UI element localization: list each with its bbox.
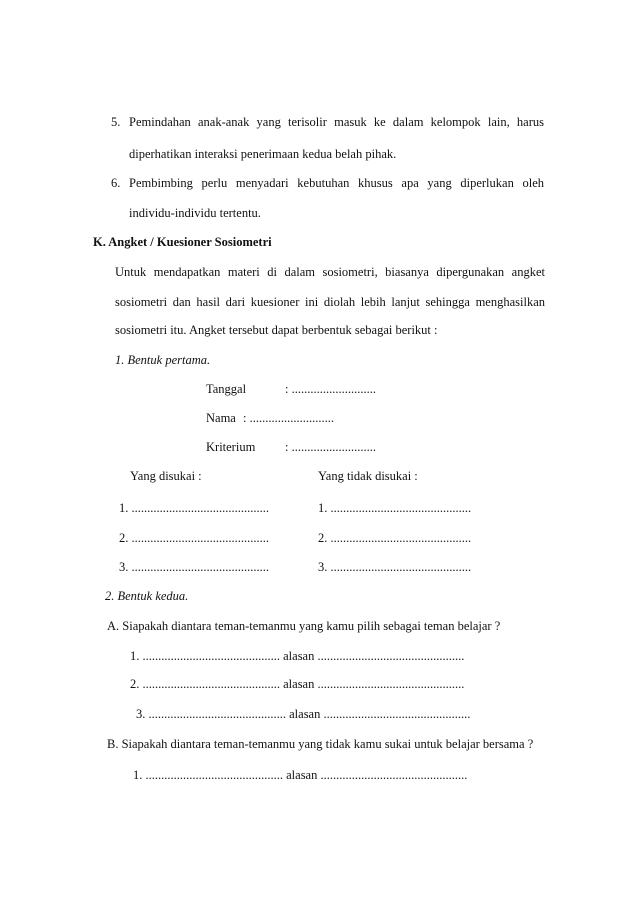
blank-line: 1. ............................................ alasan ............................................... bbox=[130, 649, 465, 663]
blank-line: 1. ............................................. bbox=[318, 501, 472, 515]
blank-line: 1. ............................................ alasan ............................................... bbox=[133, 768, 468, 782]
list-number: 6. bbox=[111, 176, 121, 190]
list-item-text: diperhatikan interaksi penerimaan kedua belah pihak. bbox=[129, 147, 397, 161]
blank-line: 3. ............................................. bbox=[318, 560, 472, 574]
paragraph-line: sosiometri itu. Angket tersebut dapat berbentuk sebagai berikut : bbox=[115, 323, 438, 337]
list-item-text: individu-individu tertentu. bbox=[129, 206, 261, 220]
column-heading: Yang tidak disukai : bbox=[318, 469, 418, 483]
form-title: 1. Bentuk pertama. bbox=[115, 353, 211, 367]
field-blank: : ........................... bbox=[285, 440, 376, 454]
blank-line: 2. ............................................ alasan ............................................... bbox=[130, 677, 465, 691]
blank-line: 2. ............................................ bbox=[119, 531, 269, 545]
field-label: Nama bbox=[206, 411, 236, 425]
paragraph-line: sosiometri dan hasil dari kuesioner ini diolah lebih lanjut sehingga menghasilkan bbox=[115, 295, 545, 309]
field-label: Tanggal bbox=[206, 382, 247, 396]
column-heading: Yang disukai : bbox=[130, 469, 202, 483]
blank-line: 2. ............................................. bbox=[318, 531, 472, 545]
question: B. Siapakah diantara teman-temanmu yang tidak kamu sukai untuk belajar bersama ? bbox=[107, 737, 534, 751]
list-item-text: Pembimbing perlu menyadari kebutuhan khusus apa yang diperlukan oleh bbox=[129, 176, 544, 190]
blank-line: 3. ............................................ alasan ............................................... bbox=[136, 707, 471, 721]
list-number: 5. bbox=[111, 115, 121, 129]
question: A. Siapakah diantara teman-temanmu yang kamu pilih sebagai teman belajar ? bbox=[107, 619, 501, 633]
section-heading: K. Angket / Kuesioner Sosiometri bbox=[93, 235, 272, 249]
blank-line: 1. ............................................ bbox=[119, 501, 269, 515]
field-blank: : ........................... bbox=[243, 411, 334, 425]
list-item-text: Pemindahan anak-anak yang terisolir masuk ke dalam kelompok lain, harus bbox=[129, 115, 544, 129]
form-title: 2. Bentuk kedua. bbox=[105, 589, 189, 603]
field-label: Kriterium bbox=[206, 440, 256, 454]
paragraph-line: Untuk mendapatkan materi di dalam sosiometri, biasanya dipergunakan angket bbox=[115, 265, 545, 279]
blank-line: 3. ............................................ bbox=[119, 560, 269, 574]
field-blank: : ........................... bbox=[285, 382, 376, 396]
